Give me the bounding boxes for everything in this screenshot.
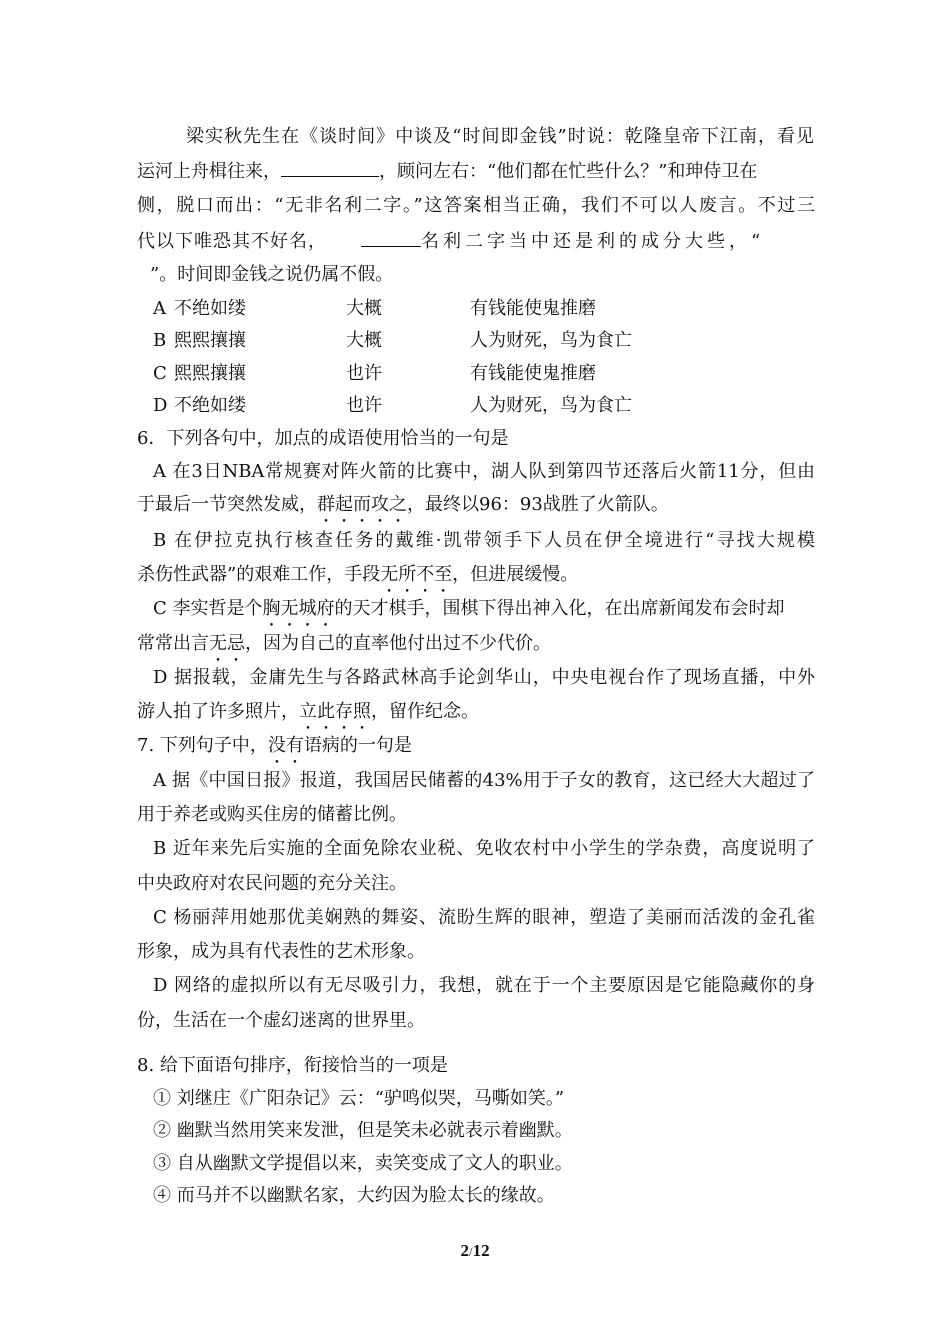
page-separator: /: [468, 1244, 473, 1259]
option-a-word: 不绝如缕: [174, 298, 246, 319]
dotted-idiom: [209, 633, 245, 654]
passage-text: 代以下唯恐其不好名，: [137, 231, 327, 252]
q6-option-d-line-2: [137, 699, 479, 725]
q8-sentence-1: ① 刘继庄《广阳杂记》云：“驴鸣似哭，马嘶如笑。”: [153, 1088, 565, 1109]
text: 于最后一节突然发威，: [137, 494, 317, 515]
emphasis-char: 群: [317, 494, 335, 515]
dotted-idiom: [380, 564, 452, 585]
emphasis-char: 忌: [227, 633, 245, 654]
dotted-idiom: [299, 701, 371, 722]
emphasis-char: 无: [209, 633, 227, 654]
q8-sentence-3: ③ 自从幽默文学提倡以来，卖笑变成了文人的职业。: [153, 1153, 573, 1174]
page-number: [0, 1241, 950, 1261]
dotted-idiom: [263, 598, 335, 619]
emphasis-char: 不: [416, 564, 435, 585]
passage-text: 名利二字当中还是利的成分大些，“: [421, 231, 765, 252]
emphasis-char: 攻: [371, 494, 389, 515]
q8-sentence-2: ② 幽默当然用笑来发泄，但是笑未必就表示着幽默。: [153, 1120, 573, 1141]
text: ，留作纪念。: [371, 701, 479, 722]
text: ，最终以96：93战胜了火箭队。: [407, 494, 669, 515]
q6-option-c-line-2: [137, 631, 551, 657]
emphasis-char: 此: [317, 701, 335, 722]
q6-option-b-line-2: [137, 562, 578, 588]
option-d-letter: D: [153, 395, 168, 416]
q7-option-c-line-2: 形象，成为具有代表性的艺术形象。: [137, 941, 425, 962]
dotted-word: [268, 735, 304, 756]
total-pages: 12: [472, 1241, 490, 1260]
text: 7. 下列句子中，: [137, 735, 268, 756]
option-b-letter: B: [153, 330, 167, 351]
text: C 李实哲是个: [153, 598, 263, 619]
q7-stem: [137, 733, 412, 759]
option-b-word: 人为财死，鸟为食亡: [470, 330, 632, 351]
option-c-word: 也许: [346, 363, 382, 384]
passage-line-5: ”。时间即金钱之说仍属不假。: [150, 264, 394, 285]
passage-text: 运河上舟楫往来，: [137, 161, 281, 182]
option-d-word: 也许: [346, 395, 382, 416]
emphasis-char: 无: [280, 598, 299, 619]
q7-option-d-line-1: D 网络的虚拟所以有无尽吸引力，我想，就在于一个主要原因是它能隐藏你的身: [153, 975, 815, 996]
option-a-letter: A: [153, 298, 166, 319]
q7-option-b-line-1: B 近年来先后实施的全面免除农业税、免收农村中小学生的学杂费，高度说明了: [153, 838, 815, 859]
option-a-word: 大概: [346, 298, 382, 319]
q8-stem: 8. 给下面语句排序，衔接恰当的一项是: [137, 1055, 448, 1076]
q8-sentence-4: ④ 而马并不以幽默名家，大约因为脸太长的缘故。: [153, 1185, 555, 1206]
emphasis-char: 起: [335, 494, 353, 515]
option-a-word: 有钱能使鬼推磨: [470, 298, 596, 319]
emphasis-char: 有: [285, 735, 304, 756]
option-d-word: 人为财死，鸟为食亡: [470, 395, 632, 416]
emphasis-char: 之: [389, 494, 407, 515]
passage-line-3: 侧，脱口而出：“无非名利二字。”这答案相当正确，我们不可以人废言。不过三: [137, 195, 815, 216]
q6-option-b-line-1: B 在伊拉克执行核查任务的戴维·凯带领手下人员在伊全境进行“寻找大规模: [153, 530, 815, 551]
emphasis-char: 胸: [262, 598, 281, 619]
q6-option-a-line-1: A 在3日NBA常规赛对阵火箭的比赛中，湖人队到第四节还落后火箭11分，但由: [153, 461, 815, 482]
option-b-word: 大概: [346, 330, 382, 351]
text: 游人拍了许多照片，: [137, 701, 299, 722]
emphasis-char: 而: [353, 494, 371, 515]
q6-option-c-line-1: [153, 596, 815, 622]
q7-option-b-line-2: 中央政府对农民问题的充分关注。: [137, 873, 407, 894]
q7-option-c-line-1: C 杨丽萍用她那优美娴熟的舞姿、流盼生辉的眼神，塑造了美丽而活泼的金孔雀: [153, 907, 815, 928]
emphasis-char: 府: [316, 598, 335, 619]
text: ，但进展缓慢。: [452, 564, 579, 585]
text: 常常出言: [137, 633, 209, 654]
fill-blank-2: [361, 228, 421, 247]
text: 语病的一句是: [303, 735, 412, 756]
emphasis-char: 没: [267, 735, 286, 756]
passage-line-1: 梁实秋先生在《谈时间》中谈及“时间即金钱”时说：乾隆皇帝下江南，看见: [186, 126, 814, 147]
dotted-idiom: [317, 494, 407, 515]
emphasis-char: 所: [398, 564, 417, 585]
emphasis-char: 无: [380, 564, 399, 585]
passage-line-4: [137, 228, 815, 255]
passage-text: ，顾问左右：“他们都在忙些什么？”和珅侍卫在: [379, 161, 758, 182]
emphasis-char: 立: [299, 701, 317, 722]
text: 杀伤性武器”的艰难工作，手段: [137, 564, 381, 585]
text: 的天才棋手，围棋下得出神入化，在出席新闻发布会时却: [334, 598, 785, 619]
text: ，因为自己的直率他付出过不少代价。: [245, 633, 551, 654]
option-c-word: 熙熙攘攘: [174, 363, 246, 384]
option-b-word: 熙熙攘攘: [174, 330, 246, 351]
q7-option-a-line-2: 用于养老或购买住房的储蓄比例。: [137, 804, 407, 825]
q6-option-d-line-1: D 据报载，金庸先生与各路武林高手论剑华山，中央电视台作了现场直播，中外: [153, 667, 815, 688]
option-c-letter: C: [153, 363, 167, 384]
option-c-word: 有钱能使鬼推磨: [470, 363, 596, 384]
emphasis-char: 存: [335, 701, 353, 722]
q7-option-a-line-1: A 据《中国日报》报道，我国居民储蓄的43%用于子女的教育，这已经大大超过了: [153, 770, 815, 791]
q6-stem: 6．下列各句中，加点的成语使用恰当的一句是: [137, 428, 509, 449]
passage-line-2: [137, 158, 815, 185]
current-page: 2: [460, 1241, 469, 1260]
q7-option-d-line-2: 份，生活在一个虚幻迷离的世界里。: [137, 1010, 425, 1031]
q6-option-a-line-2: [137, 492, 669, 518]
option-d-word: 不绝如缕: [174, 395, 246, 416]
fill-blank-1: [281, 158, 379, 177]
emphasis-char: 城: [298, 598, 317, 619]
emphasis-char: 至: [434, 564, 453, 585]
emphasis-char: 照: [353, 701, 371, 722]
